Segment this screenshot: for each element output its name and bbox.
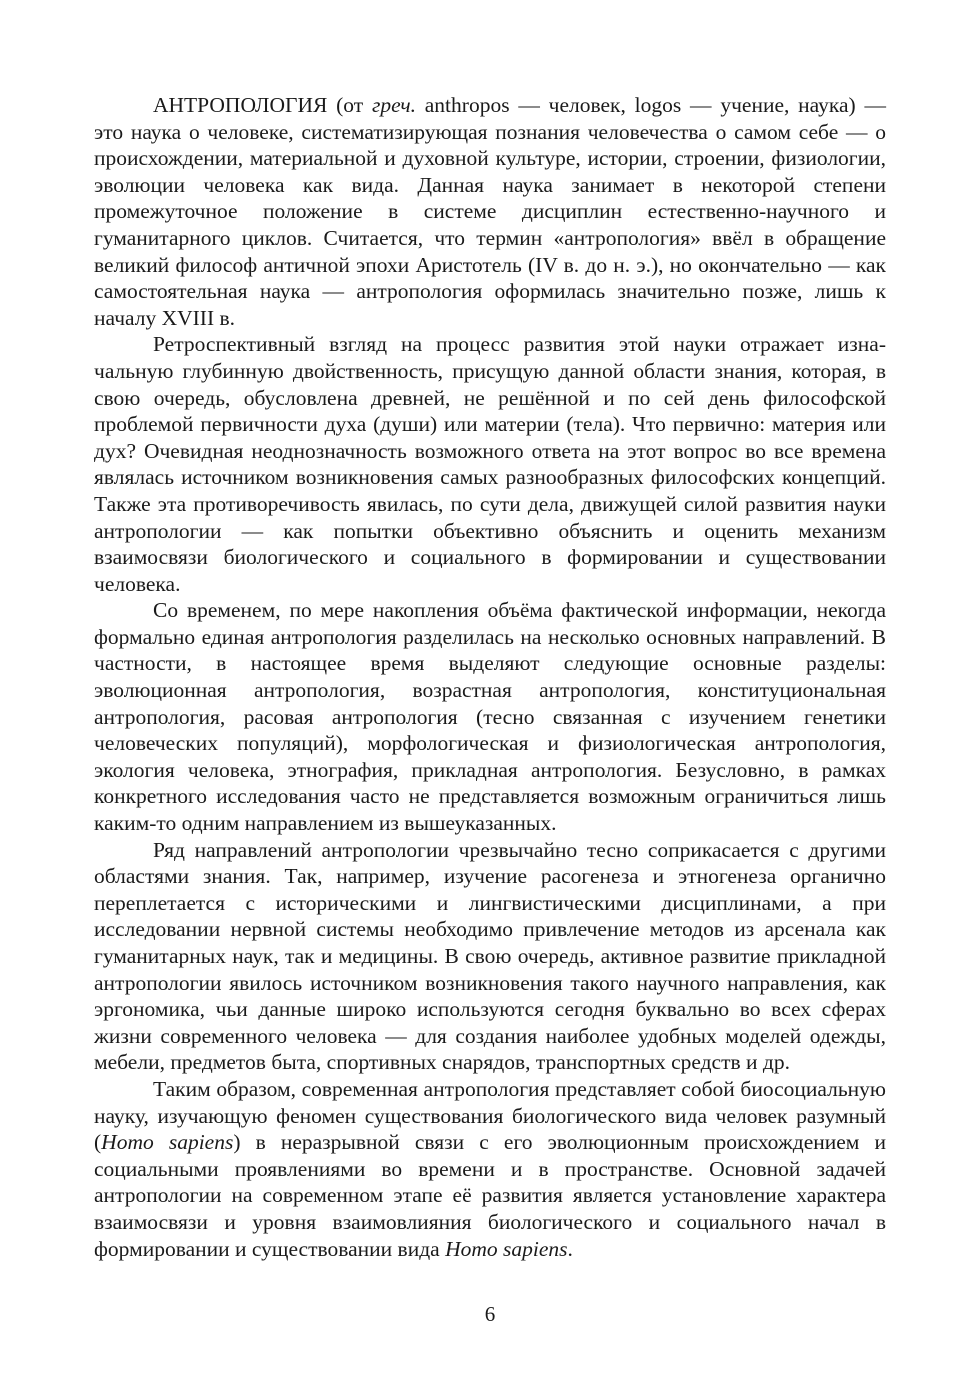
text-run: Ретроспективный взгляд на процесс развития этой науки отражает изначальную глубинную двойственность, присущую данной области знания, которая, в свою очередь, обусловлена древней, не решённой и по сей день философской проблемой первичности духа (души) или материи (тела). Что первично: материя или дух? Очевидная неоднозначность возможного ответа на этот вопрос во все времена являлась источником возникновения самых разнообразных философских концепций. Также эта противоречивость явилась, по сути дела, движущей силой развития науки антропологии — как попытки объективно объяснить и оценить механизм взаимосвязи биологического и социального в формировании и существовании человека. — [94, 332, 886, 596]
paragraph — [94, 331, 886, 597]
text-run: . — [567, 1236, 573, 1261]
paragraph — [94, 837, 886, 1076]
paragraph — [94, 1076, 886, 1262]
text-run: ) в неразрывной связи с его эволюционным происхождением и социальными проявлениями во времени и в пространстве. Основной задачей антропологии на современном этапе её развития является установление характера взаимосвязи и уровня взаимовлияния биологического и социального начал в формировании и существовании вида — [94, 1130, 886, 1261]
italic-text: Homo sapiens — [101, 1130, 234, 1155]
page-body — [94, 92, 886, 1262]
text-run: Таким образом, современная антропология представляет собой биосоциальную науку, изучающую феномен существования биологического вида человек разумный ( — [94, 1076, 886, 1155]
text-run: Со временем, по мере накопления объёма фактической информации, некогда формально единая антропология разделилась на несколько основных направлений. В частности, в настоящее время выделяют следующие основные разделы: эволюционная антропология, возрастная антропология, конституциональная антропология, расовая антропология (тесно связанная с изучением генетики человеческих популяций), морфологическая и физиологическая антропология, экология человека, этнография, прикладная антропология. Безусловно, в рамках конкретного исследования часто не представляется возможным ограничиться лишь каким-то одним направлением из вышеуказанных. — [94, 598, 886, 836]
page-number: 6 — [484, 1302, 496, 1326]
italic-text: Homo sapiens — [445, 1236, 568, 1261]
paragraph — [94, 597, 886, 836]
text-run: Ряд направлений антропологии чрезвычайно тесно соприкасается с другими областями знания. Так, например, изучение расогенеза и этногенеза органично переплетается с историческими и лингвистическими дисциплинами, а при исследовании нервной системы необходимо привлечение методов из арсенала как гуманитарных наук, так и медицины. В свою очередь, активное развитие прикладной антропологии явилось источником возникновения такого научного направления, как эргономика, чьи данные широко используются сегодня буквально во всех сферах жизни современного человека — для создания наиболее удобных моделей одежды, мебели, предметов быта, спортивных снарядов, транспортных средств и др. — [94, 837, 886, 1075]
paragraph — [94, 92, 886, 331]
text-run: anthropos — человек, logos — учение, наука) — это наука о человеке, систематизирующая познания человечества о самом себе — о происхождении, материальной и духовной культуре, истории, строении, физиологии, эволюции человека как вида. Данная наука занимает в некоторой степени промежуточное положение в системе дисциплин естественно-научного и гуманитарного циклов. Считается, что термин «антропология» ввёл в обращение великий философ античной эпохи Аристотель (IV в. до н. э.), но окончательно — как самостоятельная наука — антропология оформилась значительно позже, лишь к началу XVIII в. — [94, 93, 887, 330]
italic-text: греч. — [371, 93, 416, 117]
text-run: АНТРОПОЛОГИЯ (от — [153, 93, 372, 117]
